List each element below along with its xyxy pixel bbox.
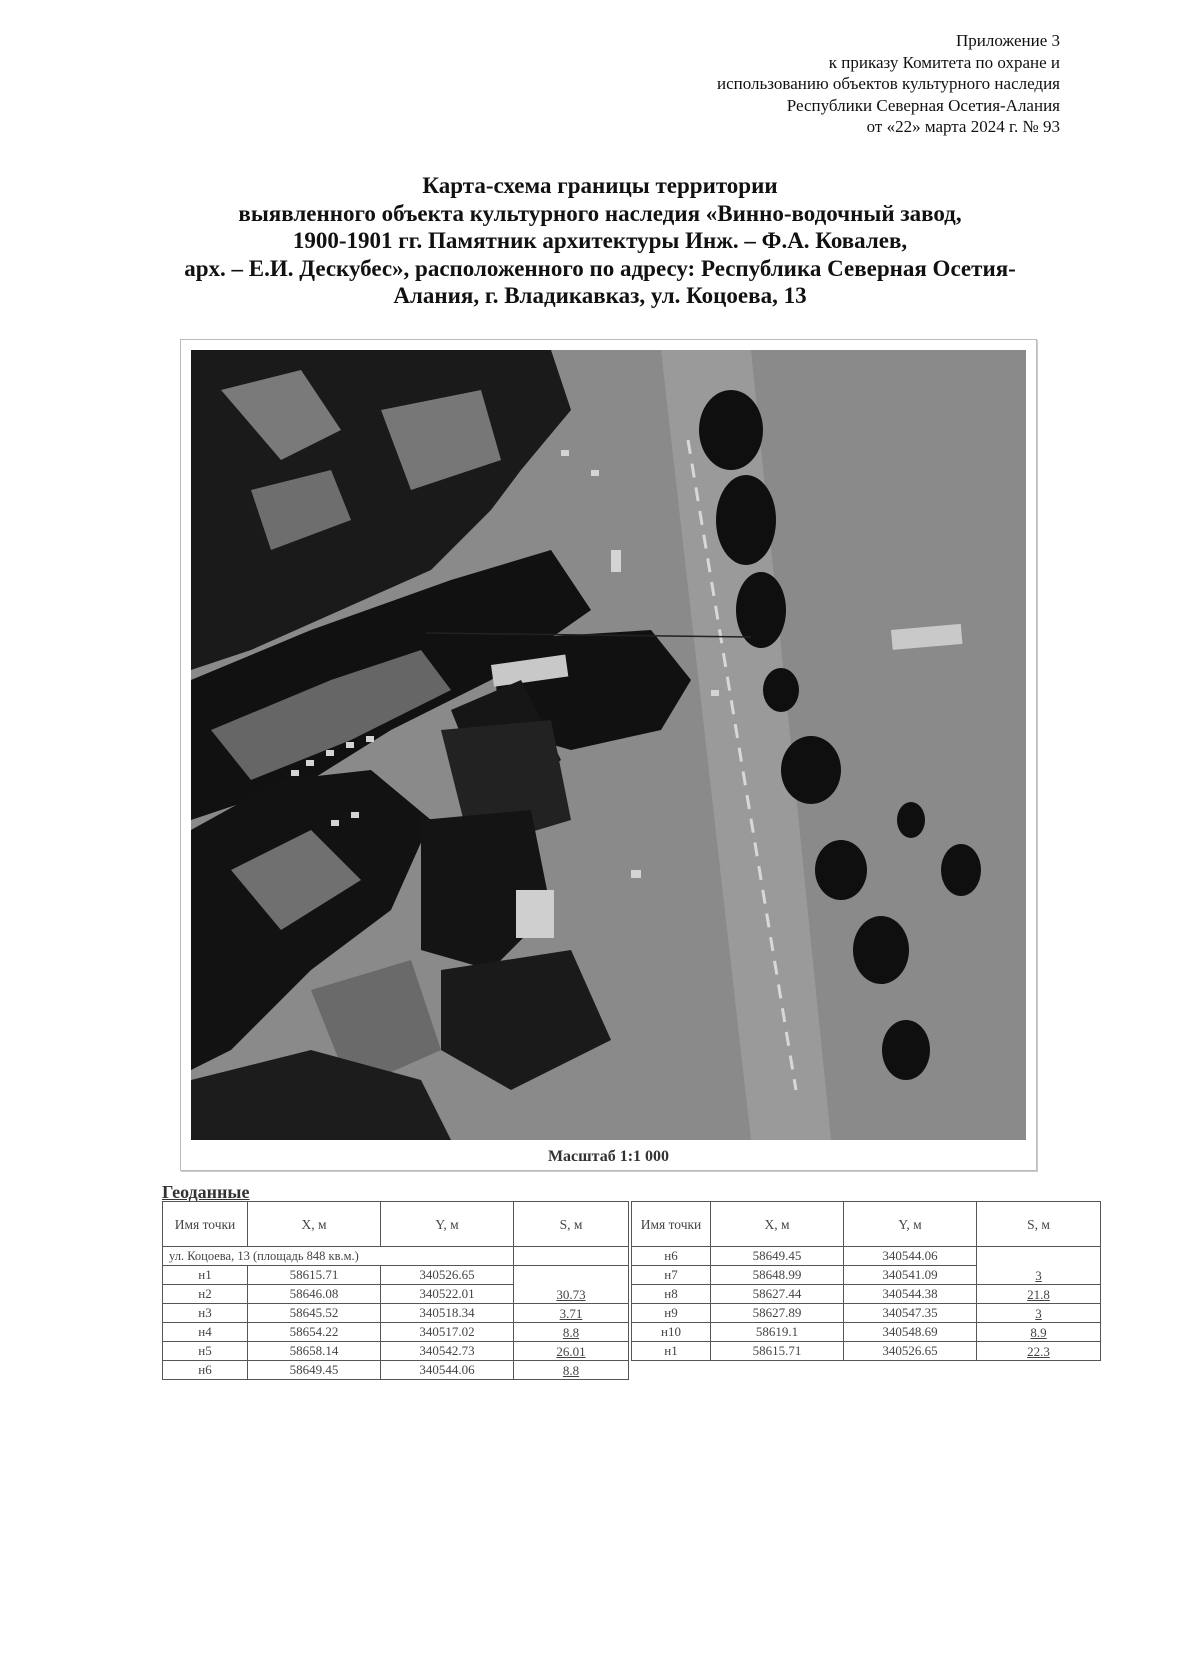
title-line-4: арх. – Е.И. Дескубес», расположенного по адресу: Республика Северная Осетия-: [184, 255, 1016, 281]
x-cell: 58649.45: [248, 1361, 381, 1380]
aerial-photo: [191, 350, 1026, 1140]
table-header-row: [632, 1202, 1101, 1247]
col-s-header: S, м: [977, 1202, 1101, 1247]
col-y-header: Y, м: [844, 1202, 977, 1247]
y-cell: 340542.73: [381, 1342, 514, 1361]
point-cell: н4: [163, 1323, 248, 1342]
col-x-header: X, м: [711, 1202, 844, 1247]
title-line-5: Алания, г. Владикавказ, ул. Коцоева, 13: [393, 283, 807, 308]
point-cell: н3: [163, 1304, 248, 1323]
committee-line: использованию объектов культурного наследия: [717, 74, 1060, 93]
x-cell: 58646.08: [248, 1285, 381, 1304]
table-row: [632, 1247, 1101, 1266]
map-scale-label: Масштаб 1:1 000: [547, 1148, 670, 1165]
point-cell: н9: [632, 1304, 711, 1323]
x-cell: 58615.71: [248, 1266, 381, 1285]
table-row: [163, 1342, 629, 1361]
table-row: [163, 1304, 629, 1323]
republic-line: Республики Северная Осетия-Алания: [786, 95, 1060, 115]
y-cell: 340522.01: [381, 1285, 514, 1304]
order-line: к приказу Комитета по охране и: [828, 52, 1060, 72]
x-cell: 58658.14: [248, 1342, 381, 1361]
geodata-title: Геоданные: [162, 1182, 250, 1202]
s-cell: 21.8: [977, 1285, 1101, 1304]
map-frame: [180, 339, 1037, 1171]
s-cell: 3.71: [514, 1304, 629, 1323]
s-cell: 8.8: [514, 1361, 629, 1380]
y-cell: 340518.34: [381, 1304, 514, 1323]
point-cell: н7: [632, 1266, 711, 1285]
document-header: [717, 30, 1060, 138]
x-cell: 58627.44: [711, 1285, 844, 1304]
x-cell: 58649.45: [711, 1247, 844, 1266]
order-date: от «22» марта 2024 г. № 93: [866, 117, 1060, 136]
geodata-table-left: [162, 1201, 629, 1380]
title-line-2: выявленного объекта культурного наследия «Винно-водочный завод,: [238, 200, 962, 226]
table-row: [632, 1285, 1101, 1304]
y-cell: 340548.69: [844, 1323, 977, 1342]
x-cell: 58627.89: [711, 1304, 844, 1323]
x-cell: 58615.71: [711, 1342, 844, 1361]
s-cell: [514, 1247, 629, 1266]
table-header-row: [163, 1202, 629, 1247]
x-cell: 58619.1: [711, 1323, 844, 1342]
page-title: [90, 172, 1110, 310]
point-cell: н6: [163, 1361, 248, 1380]
table-row: [632, 1304, 1101, 1323]
col-x-header: X, м: [248, 1202, 381, 1247]
y-cell: 340544.06: [844, 1247, 977, 1266]
title-line-3: 1900-1901 гг. Памятник архитектуры Инж. – Ф.А. Ковалев,: [292, 228, 908, 253]
s-cell: 22.3: [977, 1342, 1101, 1361]
point-cell: н8: [632, 1285, 711, 1304]
col-y-header: Y, м: [381, 1202, 514, 1247]
y-cell: 340544.38: [844, 1285, 977, 1304]
geodata-table-right: [631, 1201, 1101, 1361]
s-cell: 30.73: [514, 1266, 629, 1304]
point-cell: н10: [632, 1323, 711, 1342]
col-point-header: Имя точки: [163, 1202, 248, 1247]
table-row: [632, 1323, 1101, 1342]
y-cell: 340547.35: [844, 1304, 977, 1323]
table-row: [163, 1323, 629, 1342]
point-cell: н2: [163, 1285, 248, 1304]
appendix-label: Приложение 3: [956, 31, 1060, 50]
s-cell: 26.01: [514, 1342, 629, 1361]
point-cell: н5: [163, 1342, 248, 1361]
table-row: [163, 1361, 629, 1380]
s-cell: 3: [977, 1304, 1101, 1323]
aerial-map: [191, 350, 1026, 1140]
s-cell: 8.8: [514, 1323, 629, 1342]
col-point-header: Имя точки: [632, 1202, 711, 1247]
object-address-row: ул. Коцоева, 13 (площадь 848 кв.м.): [163, 1247, 514, 1266]
y-cell: 340526.65: [381, 1266, 514, 1285]
col-s-header: S, м: [514, 1202, 629, 1247]
point-cell: н1: [632, 1342, 711, 1361]
s-cell: 3: [977, 1247, 1101, 1285]
s-cell: 8.9: [977, 1323, 1101, 1342]
x-cell: 58645.52: [248, 1304, 381, 1323]
point-cell: н6: [632, 1247, 711, 1266]
y-cell: 340541.09: [844, 1266, 977, 1285]
table-row: [632, 1342, 1101, 1361]
y-cell: 340526.65: [844, 1342, 977, 1361]
x-cell: 58654.22: [248, 1323, 381, 1342]
table-row: [163, 1266, 629, 1285]
y-cell: 340544.06: [381, 1361, 514, 1380]
title-line-1: Карта-схема границы территории: [422, 173, 778, 198]
y-cell: 340517.02: [381, 1323, 514, 1342]
point-cell: н1: [163, 1266, 248, 1285]
x-cell: 58648.99: [711, 1266, 844, 1285]
table-row: [163, 1247, 629, 1266]
